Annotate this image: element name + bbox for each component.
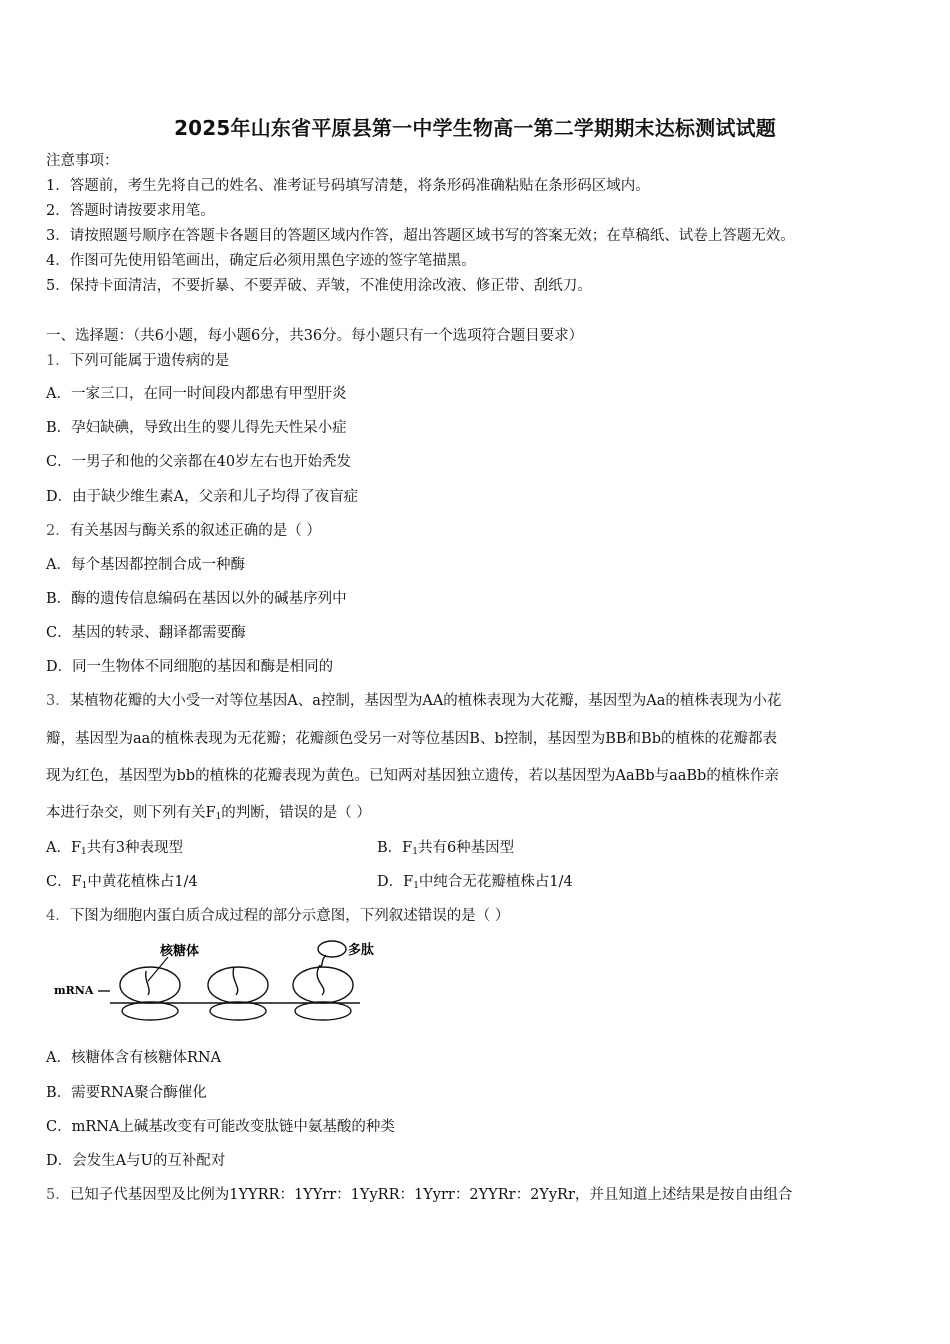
option-a: A．每个基因都控制合成一种酶 [46, 557, 245, 573]
option-c: C．mRNA上碱基改变有可能改变肽链中氨基酸的种类 [46, 1119, 395, 1135]
option-a [46, 838, 183, 858]
option-a: A．核糖体含有核糖体RNA [46, 1050, 222, 1066]
question-3-stem-cont: 现为红色，基因型为bb的植株的花瓣表现为黄色。已知两对基因独立遗传，若以基因型为AaBb与aaBb的植株作亲 [46, 768, 779, 784]
question-3-stem-cont [46, 803, 371, 823]
question-number: 5． [46, 1187, 70, 1203]
ribosome-2 [208, 967, 268, 1020]
option-c: C．一男子和他的父亲都在40岁左右也开始秃发 [46, 454, 352, 470]
subscript: 1 [413, 881, 419, 891]
subscript: 1 [81, 847, 87, 857]
figure-label-mrna: mRNA [54, 984, 94, 997]
question-number: 2． [46, 523, 70, 539]
section-heading: 一、选择题：（共6小题，每小题6分，共36分。每小题只有一个选项符合题目要求） [46, 328, 584, 344]
question-3-stem [46, 691, 781, 711]
option-text: 中纯合无花瓣植株占1/4 [418, 874, 573, 890]
notice-heading: 注意事项： [46, 153, 119, 169]
question-text: 下列可能属于遗传病的是 [69, 353, 230, 369]
option-b: B．酶的遗传信息编码在基因以外的碱基序列中 [46, 591, 347, 607]
notice-item: 2．答题时请按要求用笔。 [46, 203, 215, 219]
question-5-stem [46, 1185, 792, 1205]
notice-item: 3．请按照题号顺序在答题卡各题目的答题区域内作答，超出答题区域书写的答案无效；在草稿纸、试卷上答题无效。 [46, 228, 795, 244]
ribosome-3 [293, 941, 353, 1020]
translation-diagram [48, 937, 378, 1037]
option-c [46, 872, 198, 892]
notice-item: 1．答题前，考生先将自己的姓名、准考证号码填写清楚，将条形码准确粘贴在条形码区域内。 [46, 178, 650, 194]
subscript: 1 [412, 847, 418, 857]
question-text: 已知子代基因型及比例为1YYRR：1YYrr：1YyRR：1Yyrr：2YYRr：2YyRr，并且知道上述结果是按自由组合 [69, 1187, 793, 1203]
option-c: C．基因的转录、翻译都需要酶 [46, 625, 246, 641]
question-number: 4． [46, 908, 70, 924]
figure-label-peptide: 多肽 [348, 943, 375, 958]
option-d: D．同一生物体不同细胞的基因和酶是相同的 [46, 659, 334, 675]
option-b [377, 838, 514, 858]
option-text: 共有6种基因型 [417, 840, 515, 856]
question-3-stem-cont: 瓣，基因型为aa的植株表现为无花瓣；花瓣颜色受另一对等位基因B、b控制，基因型为BB和Bb的植株的花瓣都表 [46, 731, 777, 747]
question-text: 有关基因与酶关系的叙述正确的是（ ） [69, 523, 321, 539]
option-b: B．需要RNA聚合酶催化 [46, 1085, 207, 1101]
page-title: 2025年山东省平原县第一中学生物高一第二学期期末达标测试试题 [174, 116, 776, 140]
subscript: 1 [81, 881, 88, 891]
option-text: D．F [377, 874, 414, 890]
option-text: C．F [46, 874, 82, 890]
option-b: B．孕妇缺碘，导致出生的婴儿得先天性呆小症 [46, 420, 347, 436]
question-4-stem [46, 906, 509, 926]
option-text: A．F [46, 840, 82, 856]
stem-text: 的判断，错误的是（ ） [221, 805, 371, 821]
ribosome-1 [120, 967, 180, 1020]
question-text: 下图为细胞内蛋白质合成过程的部分示意图，下列叙述错误的是（ ） [69, 908, 510, 924]
question-number: 1． [46, 353, 70, 369]
option-a: A．一家三口，在同一时间段内都患有甲型肝炎 [46, 386, 347, 402]
question-number: 3． [46, 693, 70, 709]
notice-item: 5．保持卡面清洁，不要折暴、不要弄破、弄皱，不准使用涂改液、修正带、刮纸刀。 [46, 278, 592, 294]
figure-label-ribosome: 核糖体 [160, 944, 200, 959]
question-1-stem [46, 351, 229, 371]
option-d [377, 872, 573, 892]
option-text: B．F [377, 840, 413, 856]
notice-item: 4．作图可先使用铅笔画出，确定后必须用黑色字迹的签字笔描黑。 [46, 253, 476, 269]
stem-text: 本进行杂交，则下列有关F [46, 805, 216, 821]
question-text: 某植物花瓣的大小受一对等位基因A、a控制，基因型为AA的植株表现为大花瓣，基因型为Aa的植株表现为小花 [69, 693, 782, 709]
option-text: 中黄花植株占1/4 [87, 874, 198, 890]
option-d: D．由于缺少维生素A，父亲和儿子均得了夜盲症 [46, 489, 359, 505]
subscript: 1 [215, 812, 222, 822]
option-text: 共有3种表现型 [86, 840, 184, 856]
question-2-stem [46, 521, 321, 541]
option-d: D．会发生A与U的互补配对 [46, 1153, 226, 1169]
